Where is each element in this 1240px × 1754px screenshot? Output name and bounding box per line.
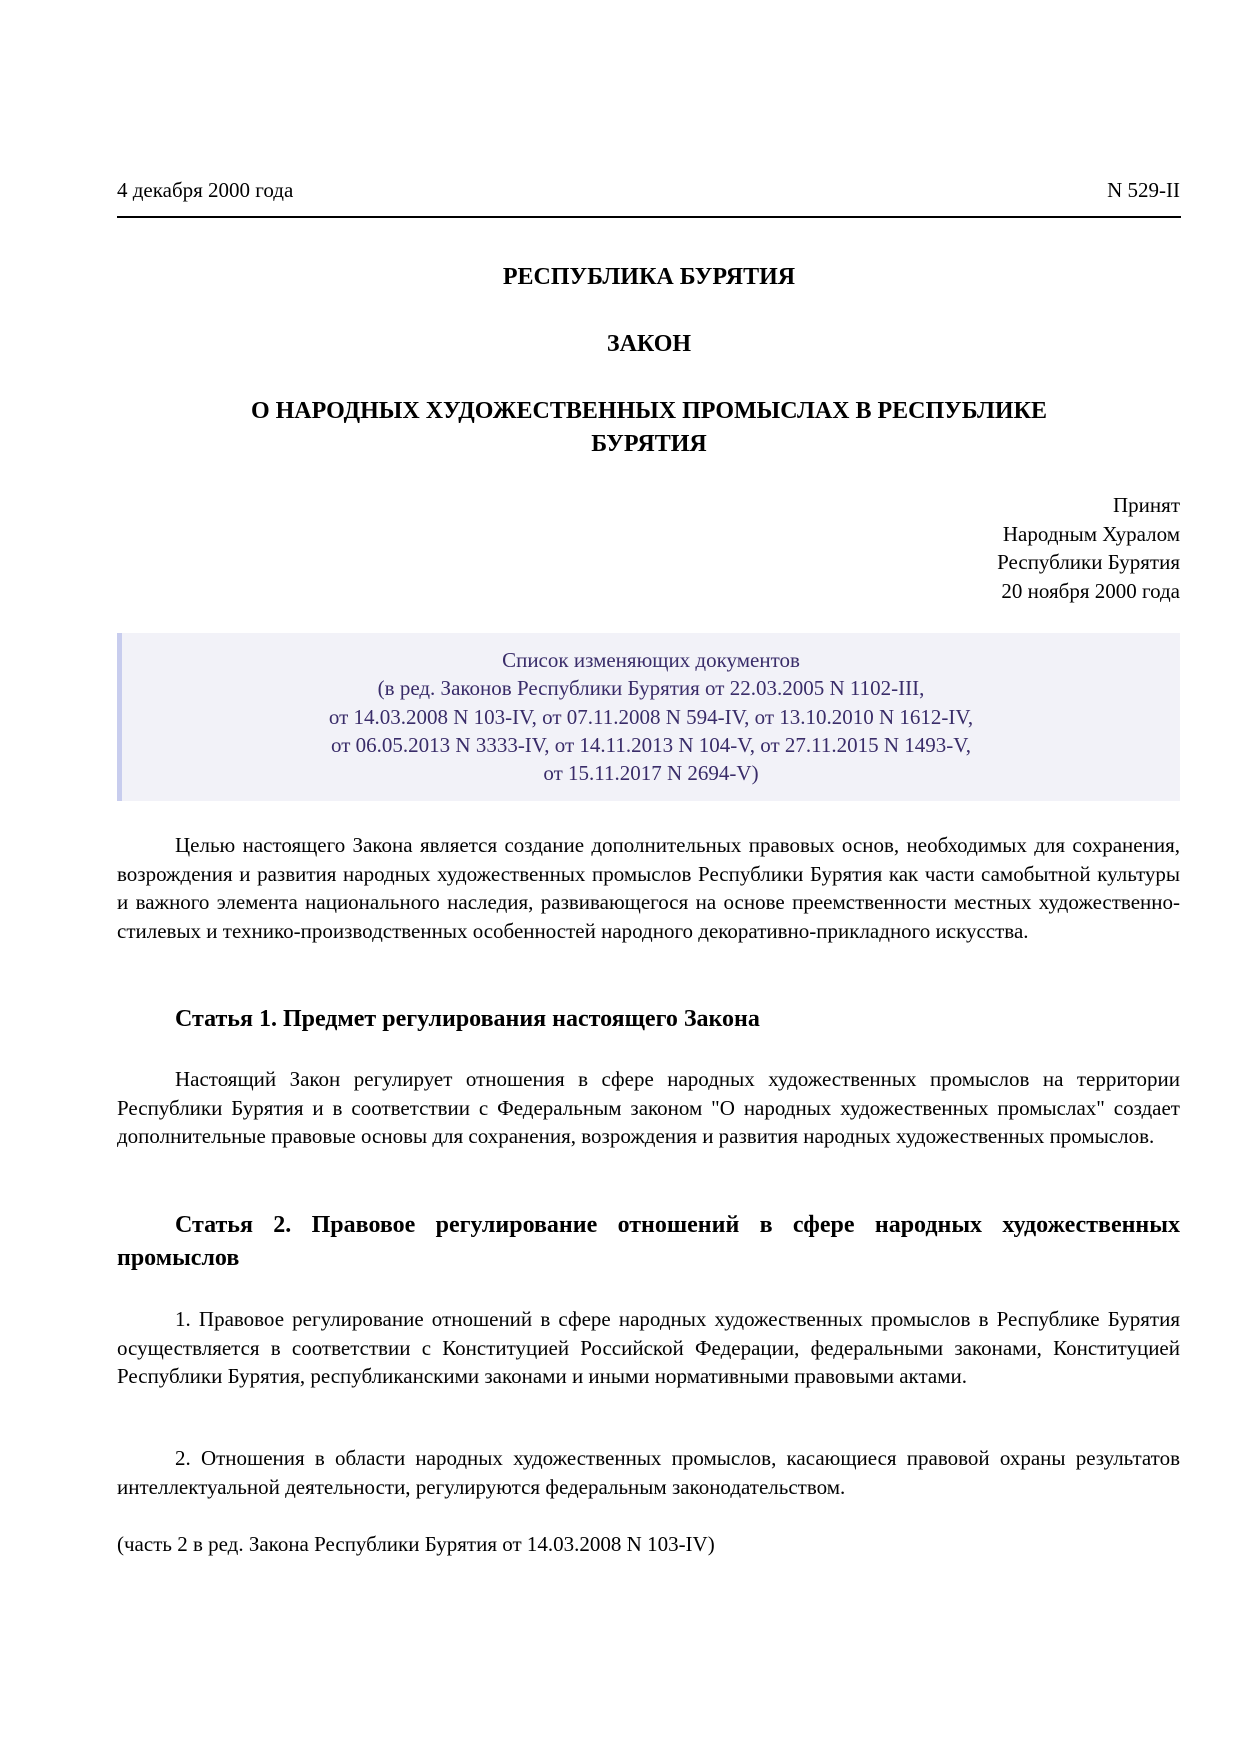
preamble-paragraph: Целью настоящего Закона является создание дополнительных правовых основ, необходимых для сохранения, возрождения и развития народных художественных промыслов Республики Бурятия как части самобытной культуры и важного элемента национального наследия, развивающегося на основе преемственности местных художественно-стилевых и технико-производственных особенностей народного декоративно-прикладного искусства.	[117, 833, 1180, 944]
law-title-line2: БУРЯТИЯ	[591, 431, 707, 457]
document-date: 4 декабря 2000 года	[117, 178, 294, 202]
amendments-line: (в ред. Законов Республики Бурятия от 22.03.2005 N 1102-III,	[377, 676, 925, 701]
article-2-part-1: 1. Правовое регулирование отношений в сфере народных художественных промыслов в Республике Бурятия осуществляется в соответствии с Конституцией Российской Федерации, федеральными законами, Конституцией Республики Бурятия, республиканскими законами и иными нормативными правовыми актами.	[117, 1307, 1180, 1389]
republic-title: РЕСПУБЛИКА БУРЯТИЯ	[502, 264, 796, 290]
adoption-info	[997, 491, 1180, 606]
amendments-box	[117, 633, 1180, 801]
adoption-line: Народным Хуралом	[1002, 521, 1180, 546]
article-2-part-2: 2. Отношения в области народных художественных промыслов, касающиеся правовой охраны результатов интеллектуальной деятельности, регулируются федеральным законодательством.	[117, 1446, 1180, 1499]
law-title-line1: О НАРОДНЫХ ХУДОЖЕСТВЕННЫХ ПРОМЫСЛАХ В РЕСПУБЛИКЕ	[250, 398, 1048, 424]
law-title	[117, 395, 1181, 461]
article-1-text: Настоящий Закон регулирует отношения в сфере народных художественных промыслов на территории Республики Бурятия и в соответствии с Федеральным законом "О народных художественных промыслах" создает дополнительные правовые основы для сохранения, возрождения и развития народных художественных промыслов.	[117, 1067, 1180, 1149]
amendments-line: от 14.03.2008 N 103-IV, от 07.11.2008 N 594-IV, от 13.10.2010 N 1612-IV,	[328, 704, 974, 729]
document-type: ЗАКОН	[606, 331, 692, 357]
article-1-heading: Статья 1. Предмет регулирования настоящего Закона	[175, 1006, 760, 1032]
article-2-heading: Статья 2. Правовое регулирование отношений в сфере народных художественных промыслов	[117, 1212, 1180, 1271]
article-2-part-2-note: (часть 2 в ред. Закона Республики Бурятия от 14.03.2008 N 103-IV)	[117, 1532, 715, 1556]
adoption-line: Принят	[1113, 493, 1180, 517]
document-number: N 529-II	[1107, 178, 1180, 202]
adoption-line: 20 ноября 2000 года	[1001, 579, 1180, 604]
header-divider	[117, 216, 1181, 218]
adoption-line: Республики Бурятия	[997, 550, 1180, 575]
amendments-line: от 15.11.2017 N 2694-V)	[543, 761, 759, 786]
amendments-line: от 06.05.2013 N 3333-IV, от 14.11.2013 N 104-V, от 27.11.2015 N 1493-V,	[331, 732, 971, 757]
amendments-title: Список изменяющих документов	[502, 648, 800, 672]
